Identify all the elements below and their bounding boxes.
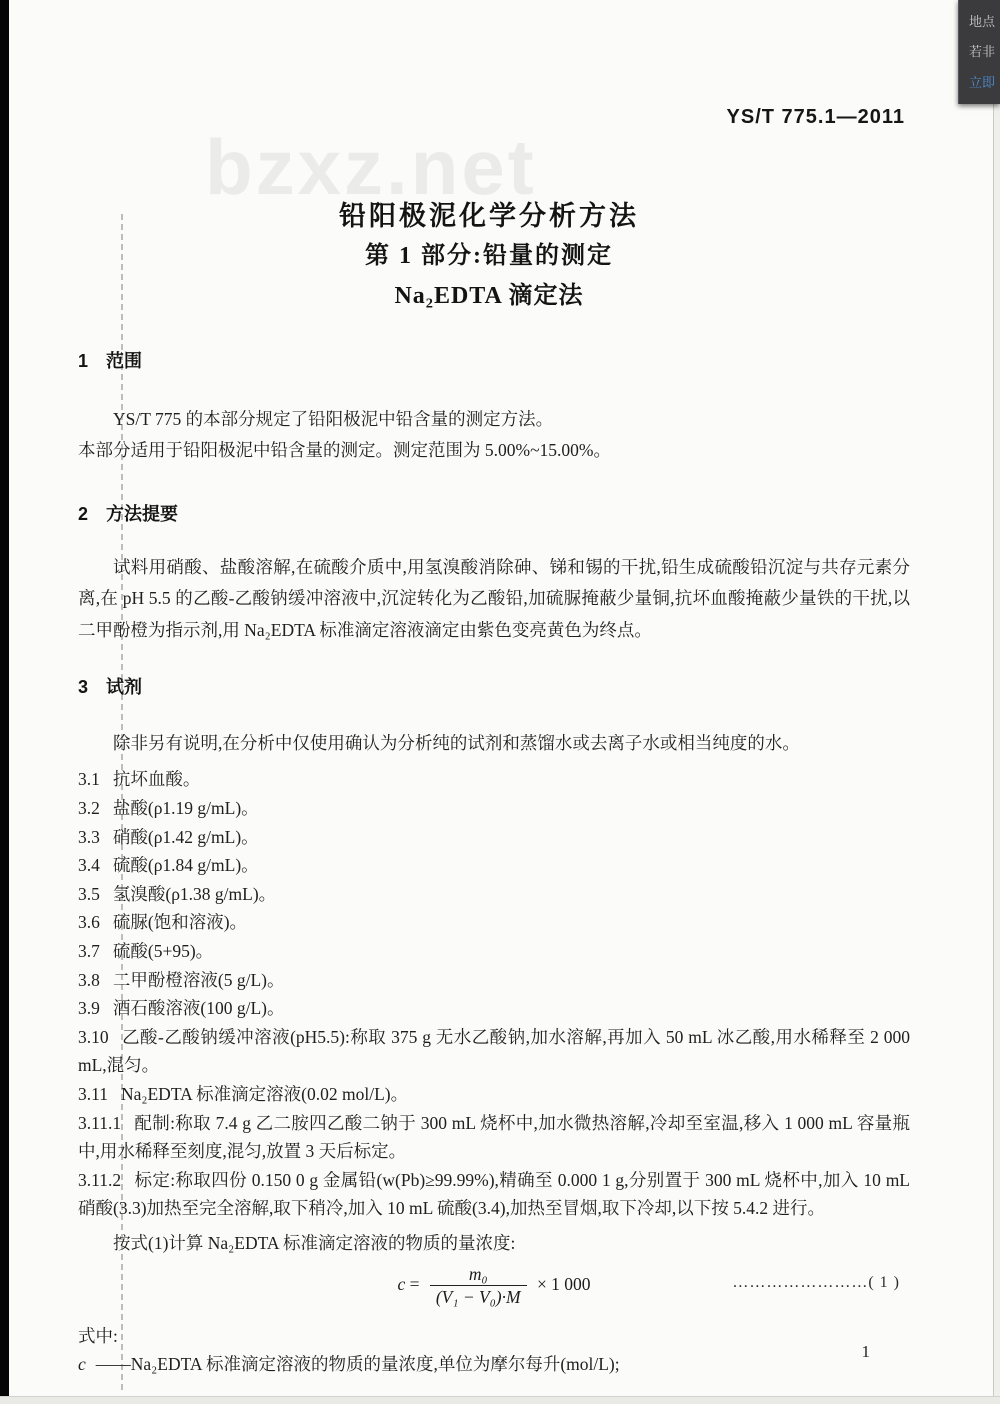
formula-numerator: m₀ — [468, 1263, 488, 1284]
document-title — [9, 196, 969, 316]
where-text: ——Na₂EDTA 标准滴定溶液的物质的量浓度,单位为摩尔每升(mol/L); — [95, 1354, 620, 1375]
scope-paragraph-2: 本部分适用于铅阳极泥中铅含量的测定。测定范围为 5.00%~15.00%。 — [78, 440, 611, 461]
list-item: 3.11.1 配制:称取 7.4 g 乙二胺四乙酸二钠于 300 mL 烧杯中,加水微热溶解,冷却至室温,移入 1 000 mL 容量瓶中,用水稀释至刻度,混匀,放置 3 天后标定。 — [78, 1112, 910, 1162]
list-item: 3.7 硫酸(5+95)。 — [78, 941, 214, 961]
popup-text-line-2: 若非 — [969, 44, 996, 59]
section-1-heading — [78, 350, 910, 372]
formula-fraction — [430, 1264, 527, 1308]
title-line-2: 第 1 部分:铅量的测定 — [365, 243, 613, 269]
list-item: 3.1 抗坏血酸。 — [78, 769, 201, 790]
summary-paragraph: 试料用硝酸、盐酸溶解,在硫酸介质中,用氢溴酸消除砷、锑和锡的干扰,铅生成硫酸铅沉淀与共存元素分离,在 pH 5.5 的乙酸-乙酸钠缓冲溶液中,沉淀转化为乙酸铅,加硫脲掩蔽少量铜,抗坏血酸掩蔽少量铁的干扰,以二甲酚橙为指示剂,用 Na₂EDTA 标准滴定溶液滴定由紫色变亮黄色为终点。 — [78, 556, 910, 640]
where-symbol: c — [78, 1354, 86, 1375]
section-3-heading — [78, 676, 910, 698]
where-label: 式中: — [78, 1325, 118, 1346]
reagents-intro: 除非另有说明,在分析中仅使用确认为分析纯的试剂和蒸馏水或去离子水或相当纯度的水。 — [113, 733, 800, 754]
document-page — [9, 0, 1000, 1396]
formula-1 — [78, 1260, 910, 1314]
formula-reference — [732, 1274, 900, 1292]
list-item: 3.11.2 标定:称取四份 0.150 0 g 金属铅(w(Pb)≥99.99%),精确至 0.000 1 g,分别置于 300 mL 烧杯中,加入 10 mL 硝酸(3.3)加热至完全溶解,取下稍冷,加入 10 mL 硫酸(3.4),加热至冒烟,取下冷却,以下按 5.4.2 进行。 — [78, 1169, 910, 1219]
watermark: bzxz.net — [205, 123, 537, 211]
formula-equals: = — [409, 1273, 420, 1294]
list-item: 3.11 Na₂EDTA 标准滴定溶液(0.02 mol/L)。 — [78, 1083, 409, 1104]
list-item: 3.10 乙酸-乙酸钠缓冲溶液(pH5.5):称取 375 g 无水乙酸钠,加水溶解,再加入 50 mL 冰乙酸,用水稀释至 2 000 mL,混匀。 — [78, 1026, 910, 1076]
document-body — [78, 350, 910, 1379]
list-item: 3.8 二甲酚橙溶液(5 g/L)。 — [78, 969, 285, 990]
standard-number: YS/T 775.1—2011 — [726, 106, 905, 128]
section-2-number: 2 — [78, 503, 89, 524]
formula-lhs: c — [397, 1273, 406, 1294]
page-number: 1 — [861, 1342, 870, 1361]
page-gutter — [994, 0, 1000, 1396]
formula-leader-dots: …………………… — [732, 1273, 869, 1291]
section-3-label: 试剂 — [106, 677, 143, 698]
formula-multiplier: × 1 000 — [536, 1273, 591, 1294]
site-popup-panel — [958, 0, 1000, 104]
list-item: 3.4 硫酸(ρ1.84 g/mL)。 — [78, 855, 259, 876]
title-line-1: 铅阳极泥化学分析方法 — [339, 201, 639, 231]
popup-action-link[interactable]: 立即 — [969, 75, 996, 90]
list-item: 3.5 氢溴酸(ρ1.38 g/mL)。 — [78, 883, 277, 904]
list-item: 3.3 硝酸(ρ1.42 g/mL)。 — [78, 826, 259, 847]
where-definition — [78, 1350, 910, 1379]
scope-paragraph-1: YS/T 775 的本部分规定了铅阳极泥中铅含量的测定方法。 — [113, 409, 554, 429]
scan-bottom-edge — [0, 1396, 1000, 1404]
list-item: 3.6 硫脲(饱和溶液)。 — [78, 912, 248, 933]
formula-number: ( 1 ) — [868, 1273, 900, 1291]
reagent-list — [78, 765, 910, 1223]
section-2-label: 方法提要 — [106, 503, 179, 524]
section-2-heading — [78, 503, 910, 525]
popup-text-line-1: 地点 — [969, 14, 996, 29]
section-3-number: 3 — [78, 677, 89, 698]
list-item: 3.9 酒石酸溶液(100 g/L)。 — [78, 998, 285, 1019]
formula-denominator: (V₁ − V₀)·M — [430, 1285, 527, 1308]
section-1-label: 范围 — [106, 351, 143, 371]
list-item: 3.2 盐酸(ρ1.19 g/mL)。 — [78, 798, 259, 819]
section-1-number: 1 — [78, 351, 89, 371]
title-line-3: Na₂EDTA 滴定法 — [394, 283, 584, 309]
formula-intro: 按式(1)计算 Na₂EDTA 标准滴定溶液的物质的量浓度: — [113, 1232, 516, 1253]
